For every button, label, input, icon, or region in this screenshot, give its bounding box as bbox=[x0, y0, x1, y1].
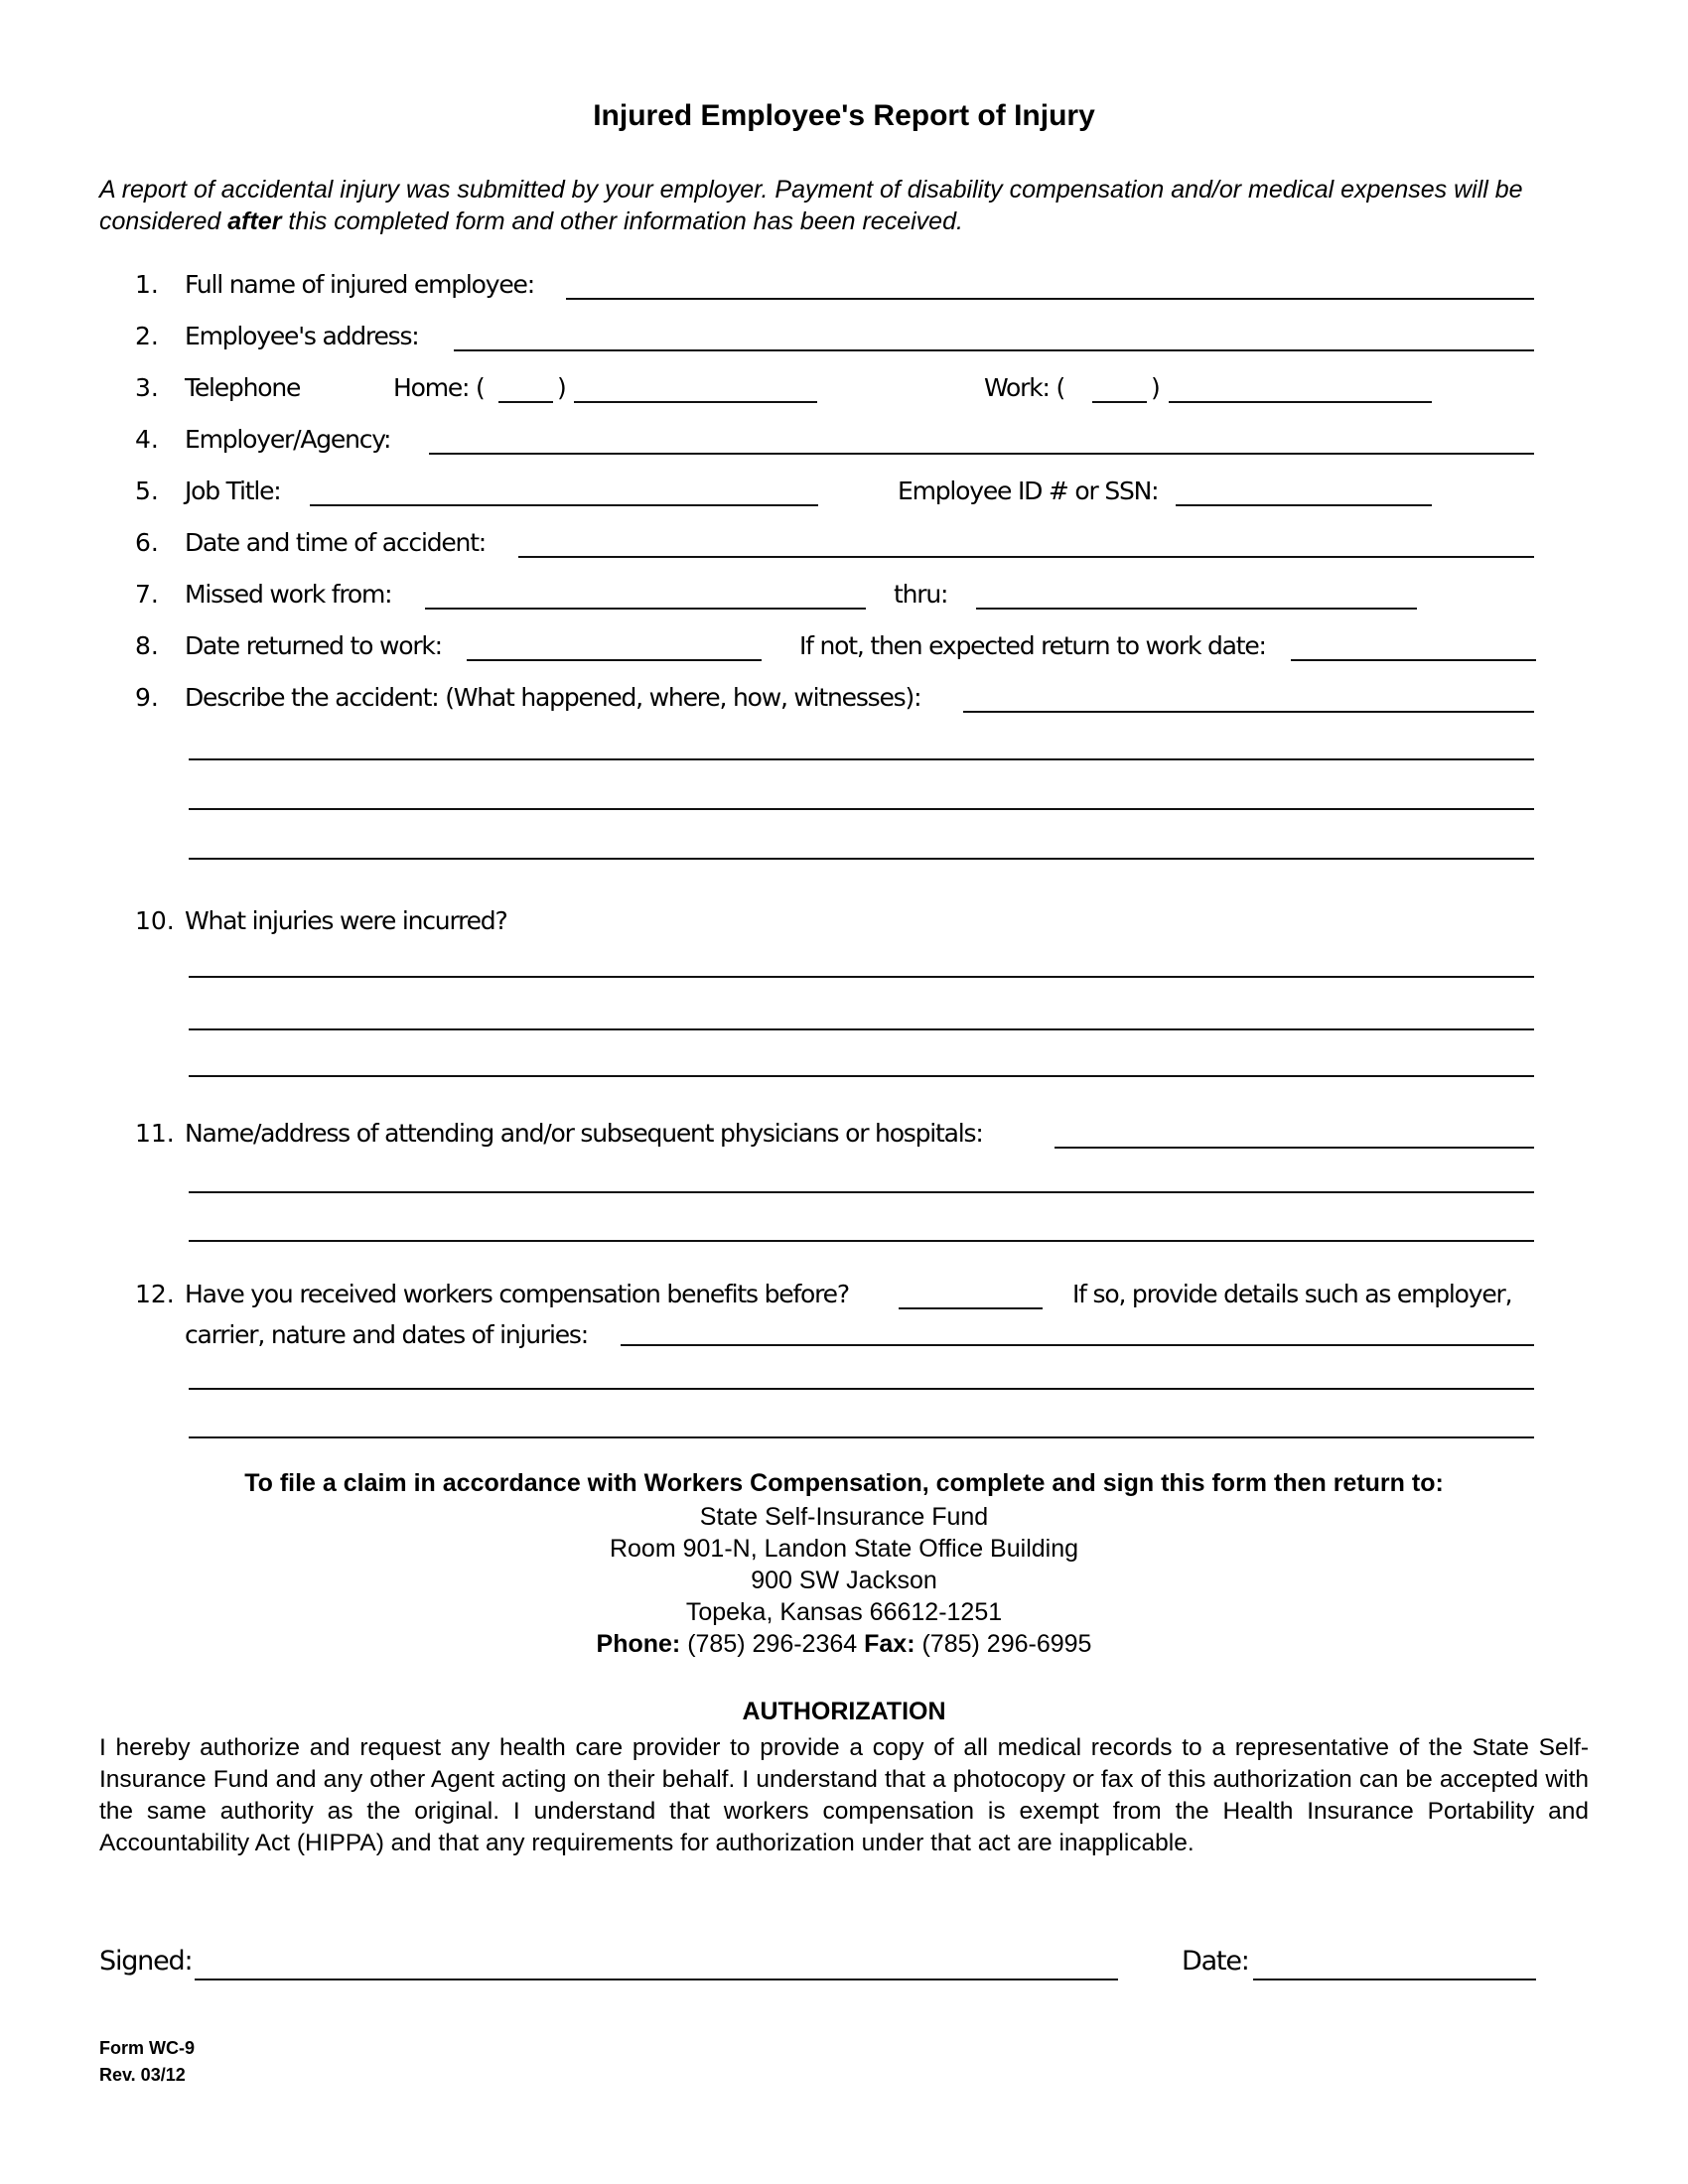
prior-details-field-line-3[interactable] bbox=[189, 1436, 1534, 1438]
item-prior-benefits-details bbox=[99, 1320, 1539, 1360]
missed-thru-field[interactable] bbox=[976, 608, 1417, 610]
full-name-field[interactable] bbox=[566, 298, 1534, 300]
describe-field-line-1[interactable] bbox=[963, 711, 1534, 713]
item-missed-work bbox=[99, 580, 1539, 619]
job-title-field[interactable] bbox=[310, 504, 818, 506]
field-label: Missed work from: bbox=[185, 580, 392, 609]
date-label: Date: bbox=[1182, 1946, 1249, 1977]
home-paren: ) bbox=[557, 373, 566, 402]
item-number: 4. bbox=[135, 425, 159, 454]
form-number: Form WC-9 bbox=[99, 2038, 195, 2058]
expected-return-label: If not, then expected return to work date: bbox=[799, 631, 1266, 660]
item-number: 11. bbox=[135, 1119, 175, 1148]
returned-date-field[interactable] bbox=[467, 659, 762, 661]
prior-details-field-line-2[interactable] bbox=[189, 1388, 1534, 1390]
authorization-text: I hereby authorize and request any health care provider to provide a copy of all medical records to a representative of the State Self-Insurance Fund and any other Agent acting on their behalf. I understand that a photocopy or fax of this authorization can be accepted with the same authority as the original. I understand that workers compensation is exempt from the Health Insurance Portability and Accountability Act (HIPPA) and that any requirements for authorization under that act are inapplicable. bbox=[99, 1734, 1589, 1856]
address-line-3: 900 SW Jackson bbox=[751, 1567, 937, 1594]
address-line-2: Room 901-N, Landon State Office Building bbox=[609, 1535, 1079, 1563]
item-number: 2. bbox=[135, 322, 159, 350]
field-label: Telephone bbox=[185, 373, 301, 402]
item-address bbox=[99, 322, 1539, 361]
thru-label: thru: bbox=[894, 580, 948, 609]
item-returned-work bbox=[99, 631, 1539, 671]
intro-bold: after bbox=[227, 207, 282, 235]
field-label: Employer/Agency: bbox=[185, 425, 391, 454]
item-describe-accident bbox=[99, 683, 1539, 723]
item-number: 6. bbox=[135, 528, 159, 557]
field-label: Full name of injured employee: bbox=[185, 270, 534, 299]
item-accident-date bbox=[99, 528, 1539, 568]
expected-return-field[interactable] bbox=[1291, 659, 1536, 661]
fax-number: (785) 296-6995 bbox=[921, 1630, 1092, 1658]
home-phone-field[interactable] bbox=[574, 401, 817, 403]
authorization-heading: AUTHORIZATION bbox=[742, 1698, 946, 1725]
physicians-field-line-2[interactable] bbox=[189, 1191, 1534, 1193]
address-field[interactable] bbox=[454, 349, 1534, 351]
field-label: Date returned to work: bbox=[185, 631, 442, 660]
details-label: If so, provide details such as employer, bbox=[1072, 1280, 1512, 1308]
field-label: Job Title: bbox=[185, 477, 281, 505]
signature-date-field[interactable] bbox=[1253, 1979, 1536, 1980]
describe-field-line-4[interactable] bbox=[189, 858, 1534, 860]
revision: Rev. 03/12 bbox=[99, 2065, 186, 2085]
item-number: 9. bbox=[135, 683, 159, 712]
item-number: 7. bbox=[135, 580, 159, 609]
describe-field-line-2[interactable] bbox=[189, 758, 1534, 760]
prior-details-field-line-1[interactable] bbox=[621, 1344, 1534, 1346]
field-label: Date and time of accident: bbox=[185, 528, 487, 557]
return-to-heading: To file a claim in accordance with Workers Compensation, complete and sign this form then return to: bbox=[244, 1469, 1444, 1497]
item-physicians bbox=[99, 1119, 1539, 1159]
item-number: 12. bbox=[135, 1280, 175, 1308]
accident-date-field[interactable] bbox=[518, 556, 1534, 558]
fax-label: Fax: bbox=[864, 1630, 915, 1658]
employer-field[interactable] bbox=[429, 453, 1534, 455]
item-number: 8. bbox=[135, 631, 159, 660]
intro-part2: this completed form and other information has been received. bbox=[281, 207, 963, 235]
address-line-1: State Self-Insurance Fund bbox=[699, 1503, 989, 1531]
physicians-field-line-1[interactable] bbox=[1055, 1147, 1534, 1149]
item-number: 3. bbox=[135, 373, 159, 402]
details-label-cont: carrier, nature and dates of injuries: bbox=[185, 1320, 588, 1349]
home-label: Home: ( bbox=[393, 373, 485, 402]
intro-part1: A report of accidental injury was submitted by your employer. Payment of disability compensation and/or medical expenses will be considered bbox=[99, 176, 1523, 235]
item-telephone bbox=[99, 373, 1539, 413]
item-full-name bbox=[99, 270, 1539, 310]
item-employer bbox=[99, 425, 1539, 465]
item-injuries bbox=[99, 906, 1539, 946]
prior-benefits-field[interactable] bbox=[899, 1307, 1043, 1309]
work-paren: ) bbox=[1151, 373, 1160, 402]
item-number: 10. bbox=[135, 906, 175, 935]
home-area-code-field[interactable] bbox=[498, 401, 553, 403]
physicians-field-line-3[interactable] bbox=[189, 1240, 1534, 1242]
employee-id-label: Employee ID # or SSN: bbox=[898, 477, 1159, 505]
field-label: Employee's address: bbox=[185, 322, 419, 350]
work-area-code-field[interactable] bbox=[1092, 401, 1147, 403]
field-label: Name/address of attending and/or subsequent physicians or hospitals: bbox=[185, 1119, 983, 1148]
injuries-field-line-2[interactable] bbox=[189, 1028, 1534, 1030]
phone-number: (785) 296-2364 bbox=[687, 1630, 858, 1658]
missed-from-field[interactable] bbox=[425, 608, 866, 610]
item-number: 1. bbox=[135, 270, 159, 299]
item-number: 5. bbox=[135, 477, 159, 505]
intro-text bbox=[99, 174, 1589, 237]
injuries-field-line-1[interactable] bbox=[189, 976, 1534, 978]
describe-field-line-3[interactable] bbox=[189, 808, 1534, 810]
address-line-4: Topeka, Kansas 66612-1251 bbox=[685, 1598, 1003, 1626]
page-title: Injured Employee's Report of Injury bbox=[593, 99, 1095, 132]
injuries-field-line-3[interactable] bbox=[189, 1075, 1534, 1077]
employee-id-field[interactable] bbox=[1176, 504, 1432, 506]
field-label: Describe the accident: (What happened, where, how, witnesses): bbox=[185, 683, 921, 712]
item-job-title bbox=[99, 477, 1539, 516]
signature-field[interactable] bbox=[195, 1979, 1118, 1980]
work-label: Work: ( bbox=[984, 373, 1065, 402]
contact-line bbox=[0, 1630, 1688, 1659]
item-prior-benefits bbox=[99, 1280, 1539, 1319]
signed-label: Signed: bbox=[99, 1946, 193, 1977]
phone-label: Phone: bbox=[596, 1630, 681, 1658]
field-label: What injuries were incurred? bbox=[185, 906, 507, 935]
work-phone-field[interactable] bbox=[1169, 401, 1432, 403]
field-label: Have you received workers compensation benefits before? bbox=[185, 1280, 849, 1308]
